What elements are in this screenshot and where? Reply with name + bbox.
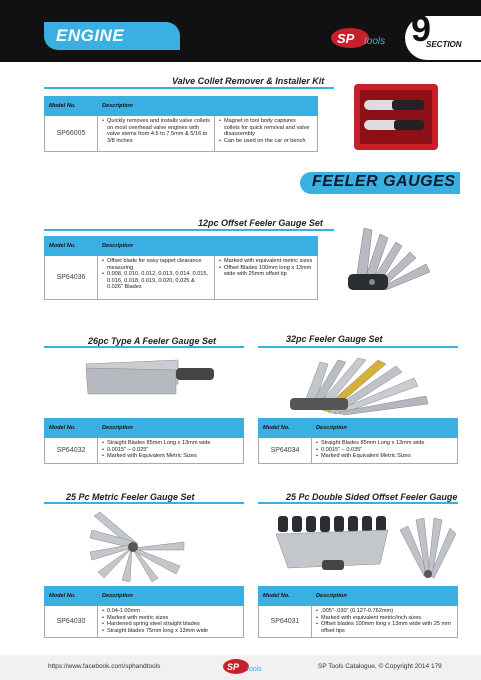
desc-item: • Marked with equivalent metric/inch sizes — [321, 615, 453, 622]
title-underline — [44, 229, 334, 231]
spec-table — [258, 418, 458, 464]
col-desc-header: Description — [98, 237, 318, 256]
desc-item: • 0.0015" – 0.025" — [107, 447, 239, 454]
facebook-link[interactable]: https://www.facebook.com/sphandtools — [48, 663, 161, 670]
col-desc-header: Description — [98, 97, 318, 116]
valve-collet-kit-image — [352, 78, 442, 154]
desc-item: • 0.008, 0.010, 0.012, 0.013, 0.014, 0.015, 0.016, 0.018, 0.019, 0.020, 0.025 & 0.026" Blades — [107, 271, 210, 291]
spec-table — [44, 96, 318, 152]
product-title: 32pc Feeler Gauge Set — [286, 334, 383, 344]
sp-tools-logo — [330, 26, 392, 50]
title-underline — [258, 502, 458, 504]
section-name-tab — [44, 22, 180, 50]
section-name: ENGINE — [56, 26, 125, 45]
desc-item: • Can be used on the car or bench — [224, 138, 313, 145]
title-underline — [258, 346, 458, 348]
svg-text:SP: SP — [337, 31, 355, 46]
desc-item: • Magnet in tool body captures collets for quick removal and valve disassembly — [224, 118, 313, 138]
product-title: 25 Pc Double Sided Offset Feeler Gauge — [286, 492, 458, 502]
desc-item: • Straight Blades 85mm Long x 13mm wide — [321, 440, 453, 447]
model-number: SP64032 — [45, 438, 98, 464]
desc-item: • Offset Blades 100mm long x 13mm wide with 25mm offset tip — [224, 265, 313, 278]
spec-table — [44, 236, 318, 300]
svg-text:tools: tools — [364, 36, 386, 47]
desc-item: • Offset blades 100mm long x 13mm wide with 25 mm offset tips — [321, 621, 453, 634]
desc-item: • Straight Blades 85mm Long x 13mm wide — [107, 440, 239, 447]
title-underline — [44, 502, 244, 504]
metric-feeler-gauge-image — [88, 508, 188, 582]
col-desc-header: Description — [98, 587, 244, 606]
col-model-header: Model No. — [45, 237, 98, 256]
col-model-header: Model No. — [259, 587, 312, 606]
model-number: SP64031 — [259, 606, 312, 638]
product-title: Valve Collet Remover & Installer Kit — [172, 76, 325, 86]
32pc-feeler-gauge-image — [286, 352, 436, 416]
desc-item: • Hardened spring steel straight blades — [107, 621, 239, 628]
col-model-header: Model No. — [259, 419, 312, 438]
title-underline — [44, 346, 244, 348]
desc-item: • Marked with metric sizes — [107, 615, 239, 622]
col-model-header: Model No. — [45, 97, 98, 116]
feeler-gauges-heading: FEELER GAUGES — [312, 173, 456, 190]
section-word: SECTION — [426, 40, 462, 49]
col-desc-header: Description — [312, 587, 458, 606]
product-title: 26pc Type A Feeler Gauge Set — [88, 336, 217, 346]
svg-text:tools: tools — [247, 666, 262, 673]
spec-table — [258, 586, 458, 638]
footer-sp-tools-logo — [222, 658, 264, 675]
col-desc-header: Description — [312, 419, 458, 438]
col-model-header: Model No. — [45, 587, 98, 606]
desc-item: • Marked with Equivalent Metric Sizes — [321, 453, 453, 460]
spec-table — [44, 586, 244, 638]
title-underline — [44, 87, 334, 89]
desc-item: • 0.0015" – 0.035" — [321, 447, 453, 454]
type-a-feeler-gauge-image — [80, 354, 220, 414]
desc-item: • Marked with Equivalent Metric Sizes — [107, 453, 239, 460]
offset-feeler-gauge-image — [342, 218, 442, 302]
svg-text:SP: SP — [227, 662, 240, 672]
desc-item: • 0.04-1.00mm — [107, 608, 239, 615]
desc-item: • Straight blades 75mm long x 13mm wide — [107, 628, 239, 635]
desc-item: • Quickly removes and installs valve collets on most overhead valve engines with valve stems from 4.5 to 7.5mm & 5/16 to 3/8 inches — [107, 118, 210, 144]
product-title: 25 Pc Metric Feeler Gauge Set — [66, 492, 195, 502]
spec-table — [44, 418, 244, 464]
desc-item: • .005"-.030" (0.127-0.762mm) — [321, 608, 453, 615]
desc-item: • Marked with equivalent metric sizes — [224, 258, 313, 265]
model-number: SP64030 — [45, 606, 98, 638]
model-number: SP66005 — [45, 116, 98, 152]
double-sided-feeler-gauge-image — [264, 510, 458, 582]
model-number: SP64034 — [259, 438, 312, 464]
desc-item: • Offset blade for easy tappet clearance measuring — [107, 258, 210, 271]
col-desc-header: Description — [98, 419, 244, 438]
model-number: SP64036 — [45, 256, 98, 300]
footer-copyright: SP Tools Catalogue, © Copyright 2014 179 — [318, 663, 442, 670]
section-number: 9 — [411, 8, 432, 49]
col-model-header: Model No. — [45, 419, 98, 438]
product-title: 12pc Offset Feeler Gauge Set — [198, 218, 323, 228]
